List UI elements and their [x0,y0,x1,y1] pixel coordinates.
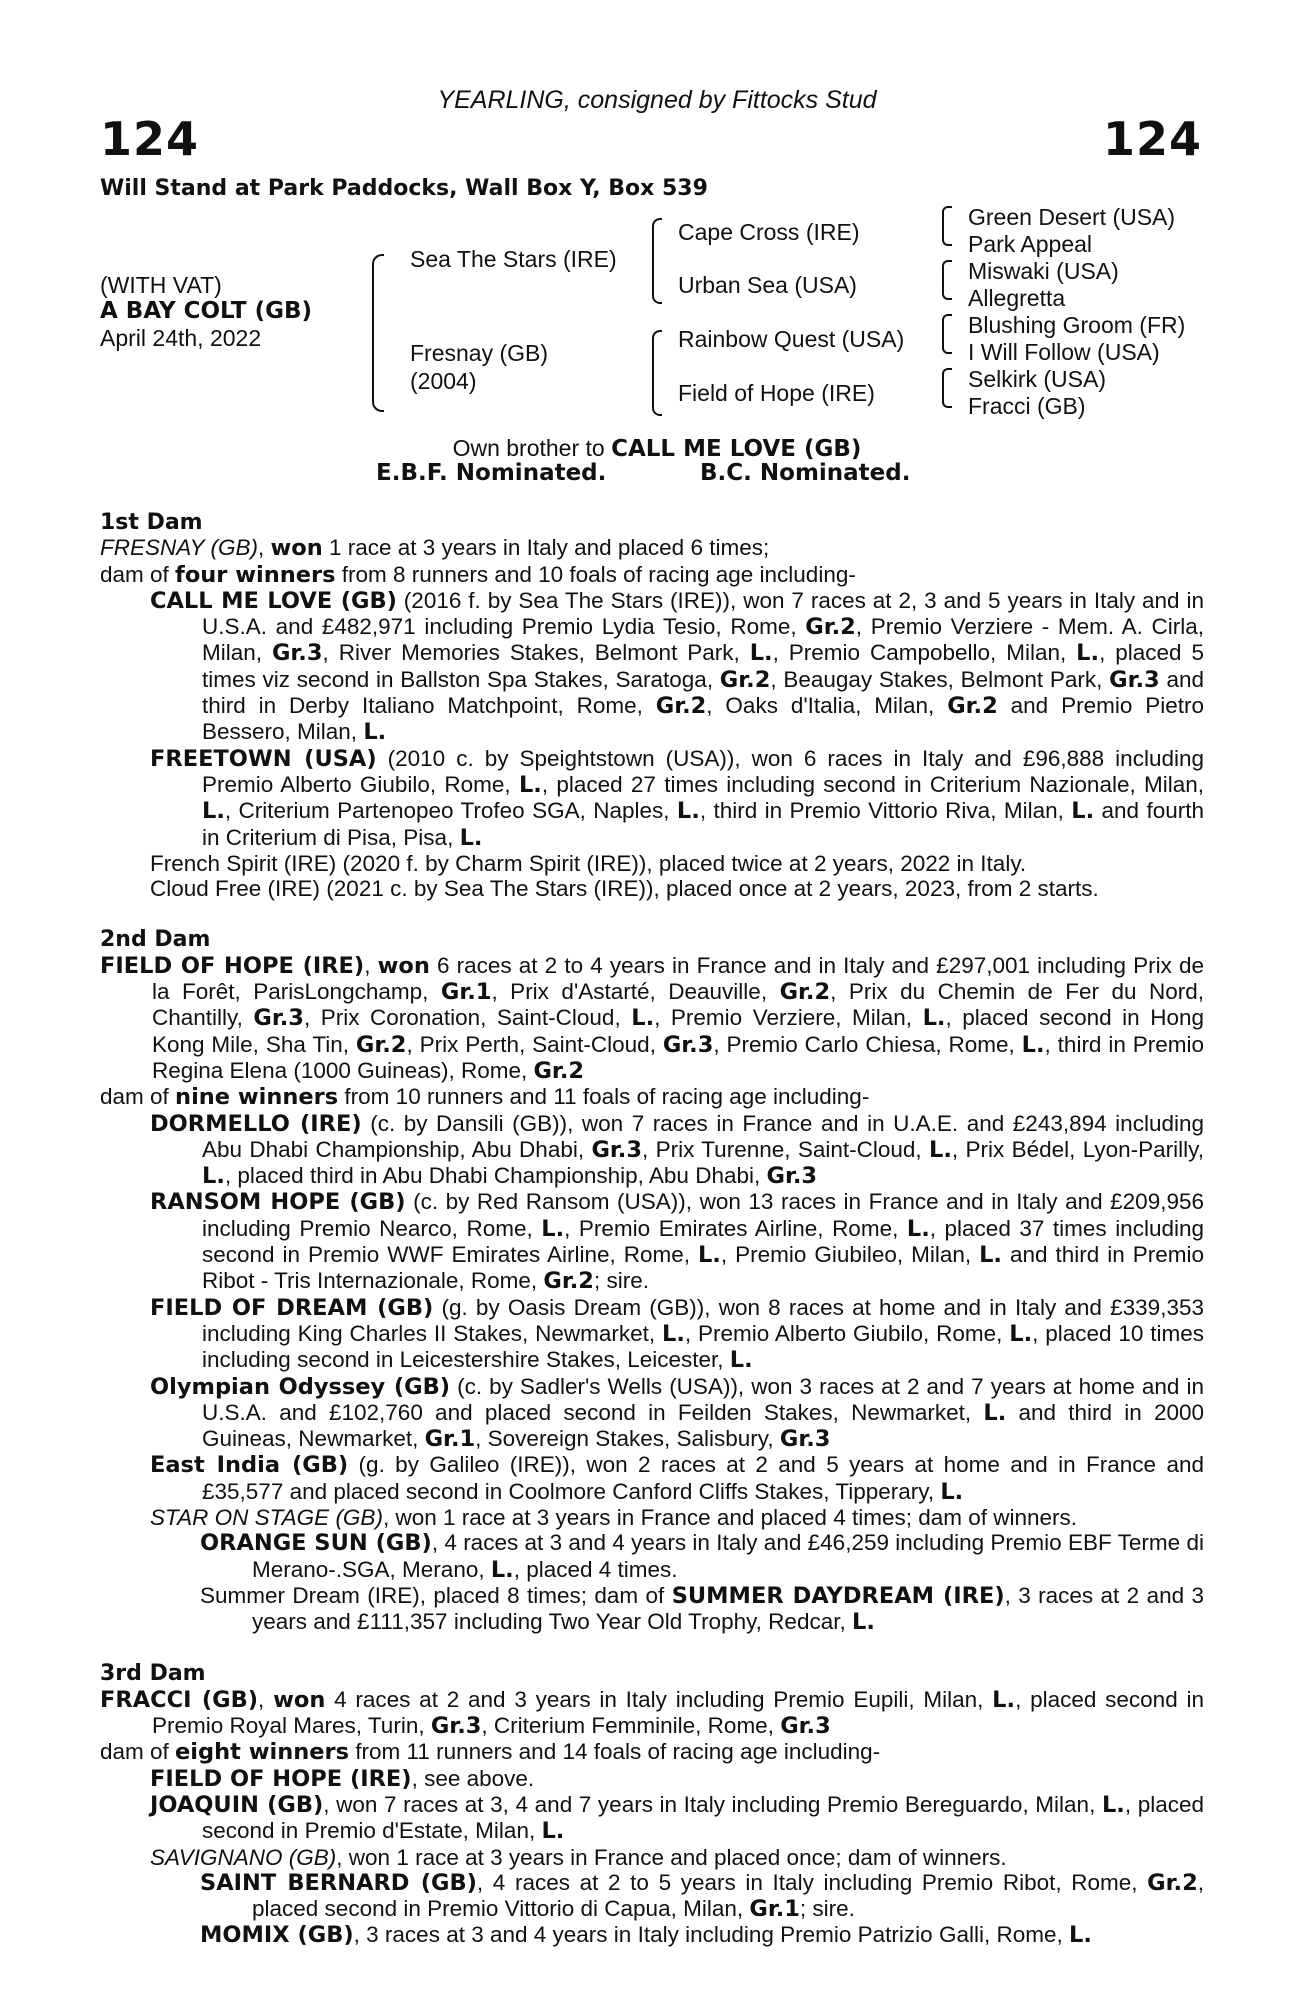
text-run: , [258,1686,274,1712]
bold-text: Gr.3 [253,1005,304,1032]
bold-text: Olympian Odyssey (GB) [150,1373,451,1400]
bold-text: FIELD OF HOPE (IRE) [150,1765,412,1792]
bold-text: nine winners [175,1084,339,1111]
text-run: , Prix d'Astarté, Deauville, [491,979,780,1005]
text-run: , 3 races at 3 and 4 years in Italy including Premio Patrizio Galli, Rome, [353,1922,1069,1948]
section-heading: 1st Dam [100,510,203,535]
bold-text: Gr.2 [779,979,831,1006]
text-run: , Premio Giubileo, Milan, [720,1242,980,1268]
bold-text: L. [662,1320,685,1347]
bold-text: L. [459,824,483,851]
bold-text: L. [940,1478,964,1505]
text-run: (2016 f. by Sea The Stars (IRE)), won 7 races at 2, 3 and 5 years in Italy and in U.S.A. and £482,971 including Premio Lydia Tesio, Rome, [202,587,1204,640]
bold-text: Gr.2 [543,1268,594,1295]
text-run: and Premio Pietro Bessero, Milan, [202,693,1204,745]
bold-text: eight winners [175,1739,350,1766]
entry-paragraph [100,1084,1204,1110]
text-run: , River Memories Stakes, Belmont Park, [322,640,750,666]
text-run: , Premio Verziere - Mem. A. Cirla, Milan, [202,614,1204,666]
bold-text: Gr.2 [355,1031,407,1058]
bold-text: Gr.3 [766,1163,818,1190]
bold-text: Gr.2 [1147,1869,1198,1896]
bold-text: L. [541,1215,565,1242]
bold-text: L. [906,1215,930,1242]
text-run: , won 7 races at 3, 4 and 7 years in Italy including Premio Bereguardo, Milan, [323,1791,1102,1817]
bold-text: Gr.3 [780,1713,831,1740]
italic-name: STAR ON STAGE (GB) [150,1504,383,1530]
bold-text: L. [929,1136,952,1163]
entry-paragraph [100,1505,1204,1530]
dam-lines-body [100,510,1204,1949]
bold-text: L. [676,798,700,825]
italic-name: FRESNAY (GB) [100,535,258,561]
text-run: (c. by Red Ransom (USA)), won 13 races in France and in Italy and £209,956 including Premio Nearco, Rome, [202,1189,1205,1241]
text-run: , Prix Perth, Saint-Cloud, [406,1031,663,1057]
text-run: , Premio Carlo Chiesa, Rome, [713,1031,1022,1057]
bold-text: Gr.2 [533,1057,585,1084]
entry-paragraph [100,588,1204,746]
bold-text: Gr.3 [779,1426,831,1453]
bold-text: FIELD OF HOPE (IRE) [100,952,365,979]
bold-text: L. [1068,1922,1092,1949]
text-run: 4 races at 2 and 3 years in Italy including Premio Eupili, Milan, [325,1686,993,1712]
ebf-nominated: E.B.F. Nominated. [376,460,607,486]
text-run: , Criterium Partenopeo Trofeo SGA, Naples, [224,798,677,824]
bold-text: Gr.3 [271,640,323,667]
text-run: , Premio Emirates Airline, Rome, [564,1215,907,1241]
text-run: , 3 races at 2 and 3 years and £111,357 including Two Year Old Trophy, Redcar, [252,1582,1205,1635]
text-run: , placed second in Hong Kong Mile, Sha Tin, [152,1005,1204,1057]
pedigree-gg-1: Green Desert (USA) [968,204,1176,230]
text-run: , placed third in Abu Dhabi Championship, Abu Dhabi, [224,1163,767,1189]
bold-text: FREETOWN (USA) [150,745,377,772]
bold-text: Gr.2 [947,693,998,720]
bold-text: L. [729,1347,753,1374]
bold-text: L. [490,1556,514,1583]
text-run: and fourth in Criterium di Pisa, Pisa, [202,798,1204,850]
bold-text: L. [1076,640,1100,667]
text-run: , Prix Bédel, Lyon-Parilly, [951,1136,1204,1162]
section-heading: 3rd Dam [100,1661,206,1687]
horse-dob: April 24th, 2022 [100,325,262,351]
text-run: 6 races at 2 to 4 years in France and in Italy and £297,001 including Prix de la Forêt, ParisLongchamp, [152,952,1204,1005]
section-heading: 2nd Dam [100,927,211,953]
text-run: , Prix Coronation, Saint-Cloud, [303,1005,632,1031]
entry-paragraph [100,562,1204,588]
text-run: , 4 races at 3 and 4 years in Italy and £46,259 including Premio EBF Terme di Merano-.SGA, Merano, [252,1530,1204,1582]
text-run: ; sire. [799,1896,855,1922]
own-brother-prefix: Own brother to [452,435,612,461]
text-run: , 4 races at 2 to 5 years in Italy including Premio Ribot, Rome, [476,1869,1148,1895]
entry-paragraph [100,1295,1204,1374]
entry-paragraph [100,1189,1204,1294]
bold-text: FIELD OF DREAM (GB) [150,1294,434,1321]
consignment-line: YEARLING, consigned by Fittocks Stud [437,86,877,114]
text-run: ; sire. [593,1268,649,1294]
bold-text: L. [1101,1791,1125,1818]
text-run: , placed 27 times including second in Criterium Nazionale, Milan, [541,771,1204,797]
bold-text: DORMELLO (IRE) [150,1110,362,1137]
text-run: , placed second in Premio Royal Mares, Turin, [152,1686,1204,1739]
text-run: (c. by Dansili (GB)), won 7 races in France and in U.A.E. and £243,894 including Abu Dhabi Championship, Abu Dhabi, [202,1110,1204,1162]
bold-text: Gr.2 [805,614,856,641]
pedigree-gg-6: I Will Follow (USA) [968,339,1160,365]
pedigree-dam-year: (2004) [410,368,477,394]
text-run: , [257,535,271,561]
bold-text: Gr.3 [430,1713,482,1740]
text-run: dam of [100,561,176,587]
stand-location: Will Stand at Park Paddocks, Wall Box Y, Box 539 [100,176,708,201]
text-run: from 11 runners and 14 foals of racing age including- [349,1739,881,1765]
bold-text: Gr.1 [440,979,492,1006]
text-run: , placed 10 times including second in Leicestershire Stakes, Leicester, [202,1320,1204,1373]
vat-note: (WITH VAT) [100,272,222,298]
bold-text: L. [518,771,542,798]
text-run: , won 1 race at 3 years in France and placed 4 times; dam of winners. [382,1504,1078,1530]
bold-text: four winners [175,561,336,588]
own-brother-line [0,435,1314,462]
bold-text: L. [1021,1031,1045,1058]
bold-text: Gr.3 [591,1136,642,1163]
text-run: 1 race at 3 years in Italy and placed 6 times; [322,535,770,561]
text-run: and third in Derby Italiano Matchpoint, Rome, [202,666,1204,719]
text-run: , placed second in Premio d'Estate, Milan, [202,1791,1204,1844]
text-run: , won 1 race at 3 years in France and placed once; dam of winners. [336,1844,1007,1870]
bold-text: L. [202,1163,225,1190]
bold-text: L. [1071,798,1095,825]
entry-paragraph [100,1766,1204,1792]
bold-text: FRACCI (GB) [100,1686,259,1713]
pedigree-sire-sire: Cape Cross (IRE) [678,219,860,245]
text-run: (2010 c. by Speightstown (USA)), won 6 races in Italy and £96,888 including Premio Alberto Giubilo, Rome, [202,745,1204,797]
bold-text: L. [541,1818,565,1845]
entry-paragraph [100,1111,1204,1190]
entry-paragraph [100,535,1204,561]
entry-paragraph [100,953,1204,1084]
text-run: , Premio Alberto Giubilo, Rome, [684,1320,1010,1346]
entry-paragraph [100,1374,1204,1453]
bold-text: L. [922,1005,946,1032]
bold-text: L. [1009,1320,1033,1347]
bold-text: Gr.1 [749,1896,800,1923]
italic-name: SAVIGNANO (GB) [150,1844,337,1870]
text-run: , [364,952,378,978]
entry-paragraph [100,1870,1204,1923]
pedigree-gg-7: Selkirk (USA) [968,366,1107,392]
entry-paragraph [100,1845,1204,1870]
text-run: , Beaugay Stakes, Belmont Park, [770,666,1110,692]
pedigree-brace-g3 [942,314,952,354]
bold-text: Gr.2 [719,666,771,693]
text-run: , Premio Verziere, Milan, [654,1005,923,1031]
entry-paragraph [100,1452,1204,1505]
bold-text: SAINT BERNARD (GB) [200,1869,477,1896]
text-run: and third in Premio Ribot - Tris Internazionale, Rome, [202,1242,1204,1294]
text-run: from 8 runners and 10 foals of racing age including- [335,561,856,587]
bold-text: Gr.2 [655,693,707,720]
bold-text: SUMMER DAYDREAM (IRE) [671,1582,1005,1609]
entry-paragraph [100,1687,1204,1740]
bold-text: L. [697,1242,721,1269]
text-run: (g. by Oasis Dream (GB)), won 8 races at home and in Italy and £339,353 including King Charles II Stakes, Newmarket, [202,1294,1204,1346]
text-run: , Criterium Femminile, Rome, [481,1713,781,1739]
pedigree-dam: Fresnay (GB) [410,340,549,366]
entry-paragraph [100,876,1204,901]
text-run: and third in 2000 Guineas, Newmarket, [202,1399,1204,1452]
bold-text: won [273,1686,326,1713]
pedigree-dam-sire: Rainbow Quest (USA) [678,326,905,352]
text-run: , placed 5 times viz second in Ballston Spa Stakes, Saratoga, [202,640,1204,692]
text-run: , placed 4 times. [513,1556,678,1582]
text-run: , third in Premio Vittorio Riva, Milan, [699,798,1072,824]
bold-text: ORANGE SUN (GB) [200,1530,432,1557]
bold-text: L. [363,719,387,746]
entry-paragraph [100,1739,1204,1765]
bold-text: CALL ME LOVE (GB) [150,587,397,614]
pedigree-gg-4: Allegretta [968,285,1066,311]
bold-text: RANSOM HOPE (GB) [150,1189,406,1216]
bold-text: L. [992,1686,1016,1713]
text-run: , placed 37 times including second in Premio WWF Emirates Airline, Rome, [202,1215,1205,1268]
pedigree-gg-3: Miswaki (USA) [968,258,1119,284]
pedigree-brace-dam [652,330,662,416]
bold-text: L. [979,1242,1002,1269]
text-run: Summer Dream (IRE), placed 8 times; dam of [200,1582,672,1608]
text-run: from 10 runners and 11 foals of racing age including- [338,1084,870,1110]
pedigree-dam-dam: Field of Hope (IRE) [678,380,875,406]
pedigree-gg-5: Blushing Groom (FR) [968,312,1186,338]
bold-text: JOAQUIN (GB) [150,1791,324,1818]
bold-text: L. [631,1005,655,1032]
text-run: , Sovereign Stakes, Salisbury, [475,1426,780,1452]
bold-text: L. [749,640,773,667]
pedigree-brace-g4 [942,368,952,408]
text-run: , third in Premio Regina Elena (1000 Guineas), Rome, [152,1031,1204,1083]
pedigree-sire: Sea The Stars (IRE) [410,246,617,272]
pedigree-brace-g2 [942,260,952,300]
bold-text: L. [202,798,225,825]
pedigree-gg-8: Fracci (GB) [968,393,1086,419]
entry-paragraph [100,851,1204,876]
text-run: French Spirit (IRE) (2020 f. by Charm Spirit (IRE)), placed twice at 2 years, 2022 in Italy. [150,850,1027,876]
text-run: , placed second in Premio Vittorio di Capua, Milan, [252,1869,1204,1922]
text-run: (g. by Galileo (IRE)), won 2 races at 2 and 5 years at home and in France and £35,577 and placed second in Coolmore Canford Cliffs Stakes, Tipperary, [202,1452,1204,1504]
text-run: (c. by Sadler's Wells (USA)), won 3 races at 2 and 7 years at home and in U.S.A. and £102,760 and placed second in Feilden Stakes, Newmarket, [202,1373,1204,1425]
lot-number-right: 124 [1102,112,1202,166]
pedigree-brace-sire [652,218,662,304]
pedigree-gg-2: Park Appeal [968,231,1093,257]
bc-nominated: B.C. Nominated. [700,460,911,486]
text-run: Cloud Free (IRE) (2021 c. by Sea The Stars (IRE)), placed once at 2 years, 2023, from 2 starts. [150,876,1099,902]
bold-text: Gr.1 [424,1426,476,1453]
horse-name: A BAY COLT (GB) [100,298,313,324]
text-run: , Oaks d'Italia, Milan, [706,693,948,719]
bold-text: Gr.3 [662,1031,714,1058]
text-run: dam of [100,1739,176,1765]
entry-paragraph [100,1792,1204,1845]
bold-text: won [377,952,430,979]
own-brother-name: CALL ME LOVE (GB) [611,436,862,462]
bold-text: East India (GB) [150,1452,349,1479]
text-run: , Prix du Chemin de Fer du Nord, Chantilly, [152,979,1204,1031]
pedigree-sire-dam: Urban Sea (USA) [678,272,857,298]
pedigree-brace-g1 [942,206,952,246]
bold-text: Gr.3 [1109,666,1160,693]
text-run: , see above. [411,1765,535,1791]
entry-paragraph [100,1922,1204,1948]
text-run: , Prix Turenne, Saint-Cloud, [642,1136,929,1162]
pedigree-brace-main [372,254,384,412]
entry-paragraph [100,746,1204,851]
bold-text: MOMIX (GB) [200,1922,354,1949]
bold-text: L. [983,1399,1007,1426]
text-run: dam of [100,1084,176,1110]
lot-number-left: 124 [100,112,200,166]
bold-text: won [270,535,323,562]
entry-paragraph [100,1583,1204,1636]
bold-text: L. [851,1609,875,1636]
text-run: , Premio Campobello, Milan, [772,640,1077,666]
entry-paragraph [100,1530,1204,1583]
